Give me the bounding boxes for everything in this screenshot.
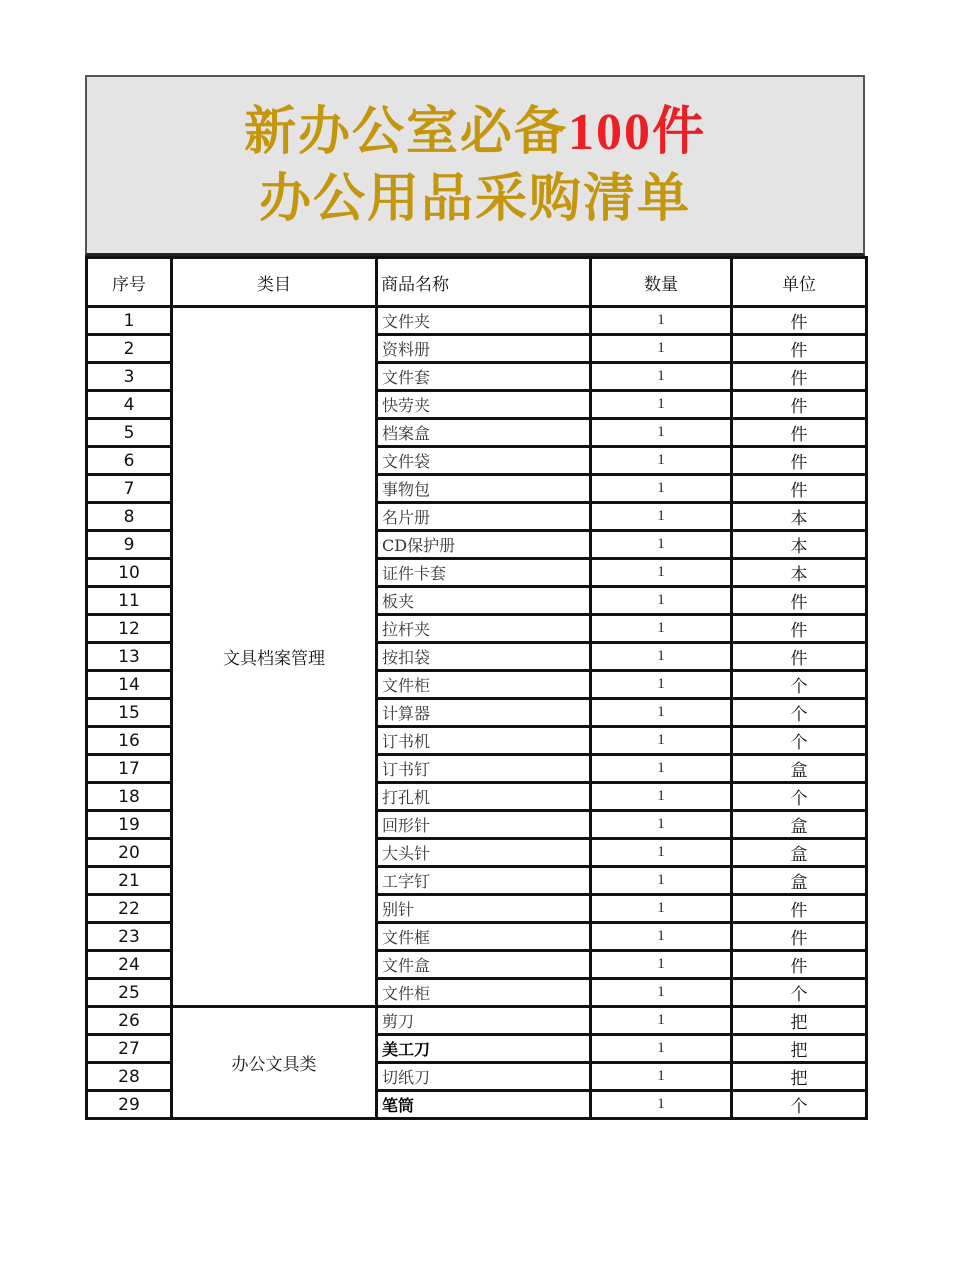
- cell-unit: 个: [732, 699, 867, 727]
- cell-item-name: 文件盒: [377, 951, 591, 979]
- header-item-name: 商品名称: [377, 258, 591, 307]
- cell-unit: 件: [732, 391, 867, 419]
- title-banner: [85, 75, 865, 256]
- cell-unit: 件: [732, 307, 867, 335]
- cell-quantity: 1: [591, 671, 732, 699]
- cell-quantity: 1: [591, 559, 732, 587]
- cell-item-name: 回形针: [377, 811, 591, 839]
- cell-unit: 件: [732, 419, 867, 447]
- cell-seq: 6: [87, 447, 172, 475]
- cell-seq: 10: [87, 559, 172, 587]
- cell-item-name: 切纸刀: [377, 1063, 591, 1091]
- cell-quantity: 1: [591, 727, 732, 755]
- cell-item-name: 文件夹: [377, 307, 591, 335]
- cell-quantity: 1: [591, 895, 732, 923]
- cell-unit: 盒: [732, 811, 867, 839]
- cell-item-name: 板夹: [377, 587, 591, 615]
- cell-quantity: 1: [591, 755, 732, 783]
- cell-unit: 把: [732, 1063, 867, 1091]
- cell-unit: 件: [732, 951, 867, 979]
- cell-item-name: 资料册: [377, 335, 591, 363]
- cell-quantity: 1: [591, 1035, 732, 1063]
- cell-item-name: 剪刀: [377, 1007, 591, 1035]
- cell-quantity: 1: [591, 1007, 732, 1035]
- cell-unit: 个: [732, 727, 867, 755]
- cell-item-name: 档案盒: [377, 419, 591, 447]
- cell-seq: 4: [87, 391, 172, 419]
- cell-item-name: 别针: [377, 895, 591, 923]
- cell-quantity: 1: [591, 391, 732, 419]
- cell-seq: 17: [87, 755, 172, 783]
- cell-item-name: 证件卡套: [377, 559, 591, 587]
- cell-unit: 本: [732, 531, 867, 559]
- cell-quantity: 1: [591, 363, 732, 391]
- cell-quantity: 1: [591, 587, 732, 615]
- cell-quantity: 1: [591, 1063, 732, 1091]
- header-unit: 单位: [732, 258, 867, 307]
- cell-quantity: 1: [591, 475, 732, 503]
- cell-unit: 件: [732, 587, 867, 615]
- cell-seq: 18: [87, 783, 172, 811]
- cell-quantity: 1: [591, 839, 732, 867]
- cell-item-name: 文件柜: [377, 979, 591, 1007]
- cell-seq: 21: [87, 867, 172, 895]
- cell-quantity: 1: [591, 979, 732, 1007]
- cell-quantity: 1: [591, 699, 732, 727]
- cell-item-name: 文件柜: [377, 671, 591, 699]
- table-header-row: [87, 258, 867, 307]
- header-category: 类目: [172, 258, 377, 307]
- cell-quantity: 1: [591, 419, 732, 447]
- cell-item-name: 打孔机: [377, 783, 591, 811]
- cell-quantity: 1: [591, 951, 732, 979]
- cell-item-name: 快劳夹: [377, 391, 591, 419]
- cell-seq: 12: [87, 615, 172, 643]
- table-row: [87, 307, 867, 335]
- cell-item-name: 订书钉: [377, 755, 591, 783]
- title-accent-count: 100件: [568, 103, 707, 161]
- cell-seq: 1: [87, 307, 172, 335]
- cell-seq: 24: [87, 951, 172, 979]
- cell-seq: 7: [87, 475, 172, 503]
- cell-quantity: 1: [591, 1091, 732, 1119]
- cell-seq: 8: [87, 503, 172, 531]
- cell-unit: 本: [732, 503, 867, 531]
- table-body: [87, 307, 867, 1119]
- cell-item-name: 美工刀: [377, 1035, 591, 1063]
- cell-seq: 5: [87, 419, 172, 447]
- cell-category: 文具档案管理: [172, 307, 377, 1007]
- cell-seq: 27: [87, 1035, 172, 1063]
- cell-unit: 盒: [732, 755, 867, 783]
- cell-unit: 盒: [732, 867, 867, 895]
- cell-unit: 件: [732, 615, 867, 643]
- cell-seq: 22: [87, 895, 172, 923]
- cell-item-name: 事物包: [377, 475, 591, 503]
- cell-quantity: 1: [591, 811, 732, 839]
- cell-seq: 16: [87, 727, 172, 755]
- cell-unit: 件: [732, 895, 867, 923]
- cell-category: 办公文具类: [172, 1007, 377, 1119]
- title-prefix: 新办公室必备: [243, 100, 568, 162]
- cell-quantity: 1: [591, 615, 732, 643]
- cell-item-name: 大头针: [377, 839, 591, 867]
- cell-seq: 26: [87, 1007, 172, 1035]
- cell-unit: 把: [732, 1007, 867, 1035]
- cell-item-name: 文件框: [377, 923, 591, 951]
- cell-seq: 3: [87, 363, 172, 391]
- cell-seq: 20: [87, 839, 172, 867]
- cell-unit: 个: [732, 1091, 867, 1119]
- cell-seq: 2: [87, 335, 172, 363]
- cell-seq: 28: [87, 1063, 172, 1091]
- cell-quantity: 1: [591, 531, 732, 559]
- cell-unit: 本: [732, 559, 867, 587]
- purchase-list-sheet: [85, 75, 865, 1120]
- cell-item-name: 拉杆夹: [377, 615, 591, 643]
- cell-unit: 把: [732, 1035, 867, 1063]
- cell-unit: 个: [732, 979, 867, 1007]
- cell-item-name: 计算器: [377, 699, 591, 727]
- cell-item-name: 文件袋: [377, 447, 591, 475]
- cell-unit: 个: [732, 783, 867, 811]
- cell-seq: 11: [87, 587, 172, 615]
- cell-quantity: 1: [591, 335, 732, 363]
- cell-seq: 15: [87, 699, 172, 727]
- cell-item-name: 工字钉: [377, 867, 591, 895]
- cell-seq: 23: [87, 923, 172, 951]
- title-line-2: 办公用品采购清单: [258, 167, 691, 229]
- cell-unit: 件: [732, 447, 867, 475]
- cell-item-name: 名片册: [377, 503, 591, 531]
- cell-quantity: 1: [591, 307, 732, 335]
- cell-seq: 19: [87, 811, 172, 839]
- table-row: [87, 1007, 867, 1035]
- cell-seq: 29: [87, 1091, 172, 1119]
- cell-unit: 件: [732, 923, 867, 951]
- cell-unit: 个: [732, 671, 867, 699]
- cell-seq: 13: [87, 643, 172, 671]
- cell-seq: 25: [87, 979, 172, 1007]
- cell-quantity: 1: [591, 447, 732, 475]
- cell-seq: 9: [87, 531, 172, 559]
- cell-quantity: 1: [591, 503, 732, 531]
- cell-unit: 件: [732, 643, 867, 671]
- cell-quantity: 1: [591, 643, 732, 671]
- cell-quantity: 1: [591, 867, 732, 895]
- cell-unit: 盒: [732, 839, 867, 867]
- header-quantity: 数量: [591, 258, 732, 307]
- cell-item-name: 按扣袋: [377, 643, 591, 671]
- cell-item-name: 笔筒: [377, 1091, 591, 1119]
- cell-unit: 件: [732, 335, 867, 363]
- cell-quantity: 1: [591, 783, 732, 811]
- cell-item-name: CD保护册: [377, 531, 591, 559]
- cell-item-name: 订书机: [377, 727, 591, 755]
- header-seq: 序号: [87, 258, 172, 307]
- cell-seq: 14: [87, 671, 172, 699]
- cell-unit: 件: [732, 363, 867, 391]
- title-line-1: [244, 99, 706, 166]
- purchase-table: [85, 256, 868, 1120]
- cell-item-name: 文件套: [377, 363, 591, 391]
- cell-quantity: 1: [591, 923, 732, 951]
- cell-unit: 件: [732, 475, 867, 503]
